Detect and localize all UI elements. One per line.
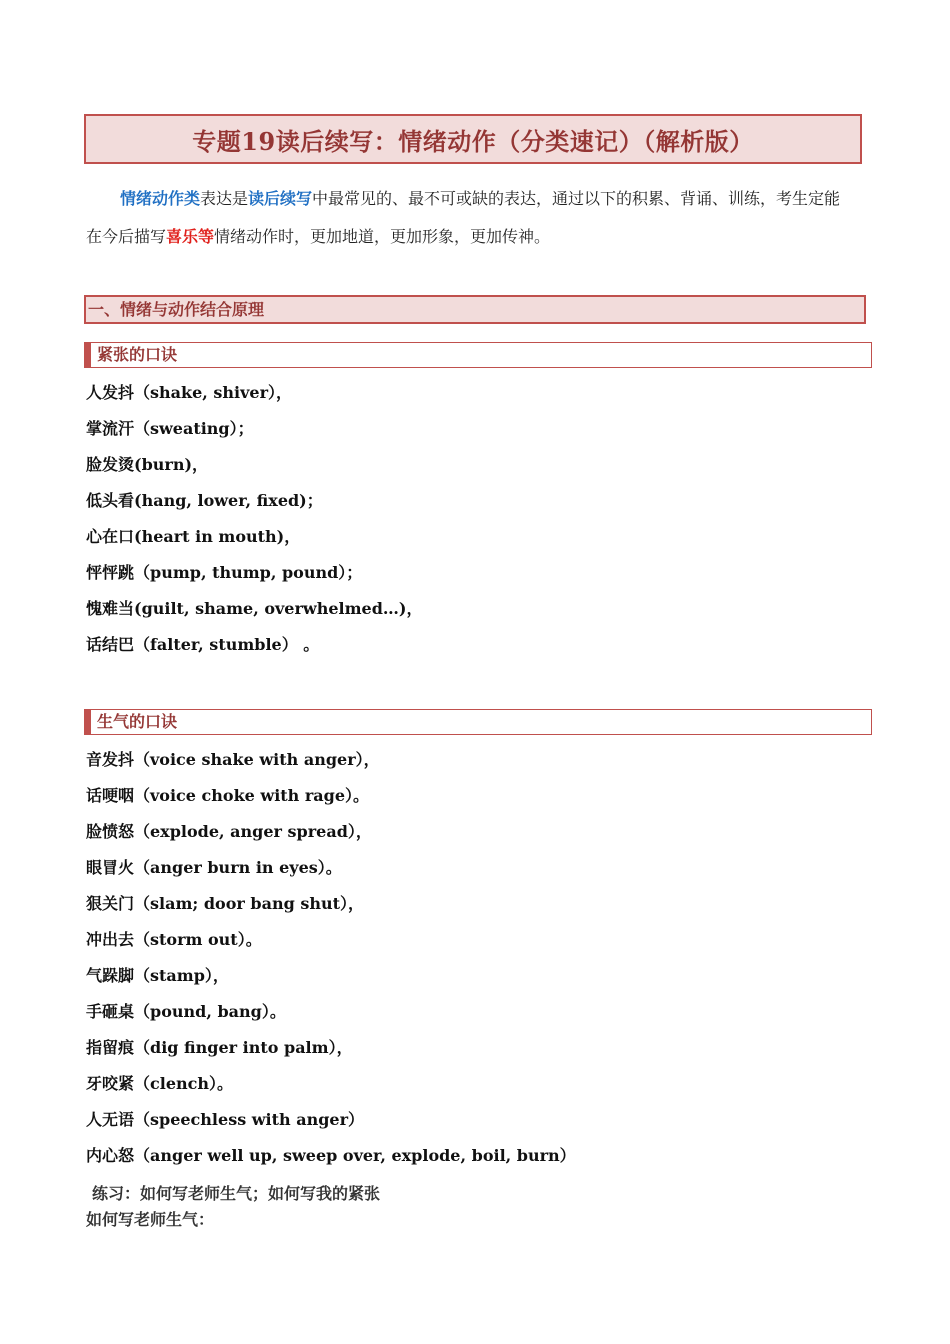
nervous-item: 低头看(hang, lower, fixed)； <box>86 491 323 510</box>
angry-item: 人无语（speechless with anger） <box>86 1110 365 1129</box>
angry-item: 话哽咽（voice choke with rage）。 <box>86 786 370 805</box>
angry-item: 内心怒（anger well up, sweep over, explode, boil, burn） <box>86 1146 576 1165</box>
intro-highlight-joy: 喜乐等 <box>166 227 215 246</box>
section-heading: 一、情绪与动作结合原理 <box>84 295 866 324</box>
nervous-item: 话结巴（falter, stumble） 。 <box>86 635 320 654</box>
practice-prompt: 练习：如何写老师生气；如何写我的紧张 <box>92 1184 381 1203</box>
angry-item: 脸愤怒（explode, anger spread）， <box>86 822 372 841</box>
angry-item: 冲出去（storm out）。 <box>86 930 262 949</box>
practice-subprompt: 如何写老师生气： <box>86 1210 215 1229</box>
nervous-item: 怦怦跳（pump, thump, pound）； <box>86 563 363 582</box>
angry-item: 狠关门（slam; door bang shut）， <box>86 894 365 913</box>
nervous-item: 心在口(heart in mouth)， <box>86 527 301 546</box>
page-title: 专题19读后续写：情绪动作（分类速记）（解析版） <box>84 114 862 164</box>
angry-item: 眼冒火（anger burn in eyes）。 <box>86 858 342 877</box>
nervous-heading: 紧张的口诀 <box>84 342 872 368</box>
angry-item: 手砸桌（pound, bang）。 <box>86 1002 286 1021</box>
intro-highlight-continuation: 读后续写 <box>248 189 313 208</box>
nervous-item: 愧难当(guilt, shame, overwhelmed…)， <box>86 599 423 618</box>
angry-item: 音发抖（voice shake with anger）， <box>86 750 380 769</box>
nervous-item: 人发抖（shake, shiver）， <box>86 383 293 402</box>
intro-text: 表达是 <box>200 189 249 208</box>
angry-heading: 生气的口诀 <box>84 709 872 735</box>
nervous-item: 脸发烫(burn)， <box>86 455 209 474</box>
angry-item: 牙咬紧（clench）。 <box>86 1074 234 1093</box>
angry-item: 气跺脚（stamp）， <box>86 966 229 985</box>
intro-text: 中最常见的、最不可或缺的表达，通过以下的积累、背诵、训练，考生定能在今后描写 <box>86 189 841 246</box>
intro-paragraph <box>86 180 856 256</box>
intro-highlight-emotion: 情绪动作类 <box>120 189 201 208</box>
intro-text: 情绪动作时，更加地道，更加形象，更加传神。 <box>214 227 551 246</box>
angry-item: 指留痕（dig finger into palm）， <box>86 1038 353 1057</box>
nervous-item: 掌流汗（sweating）； <box>86 419 254 438</box>
